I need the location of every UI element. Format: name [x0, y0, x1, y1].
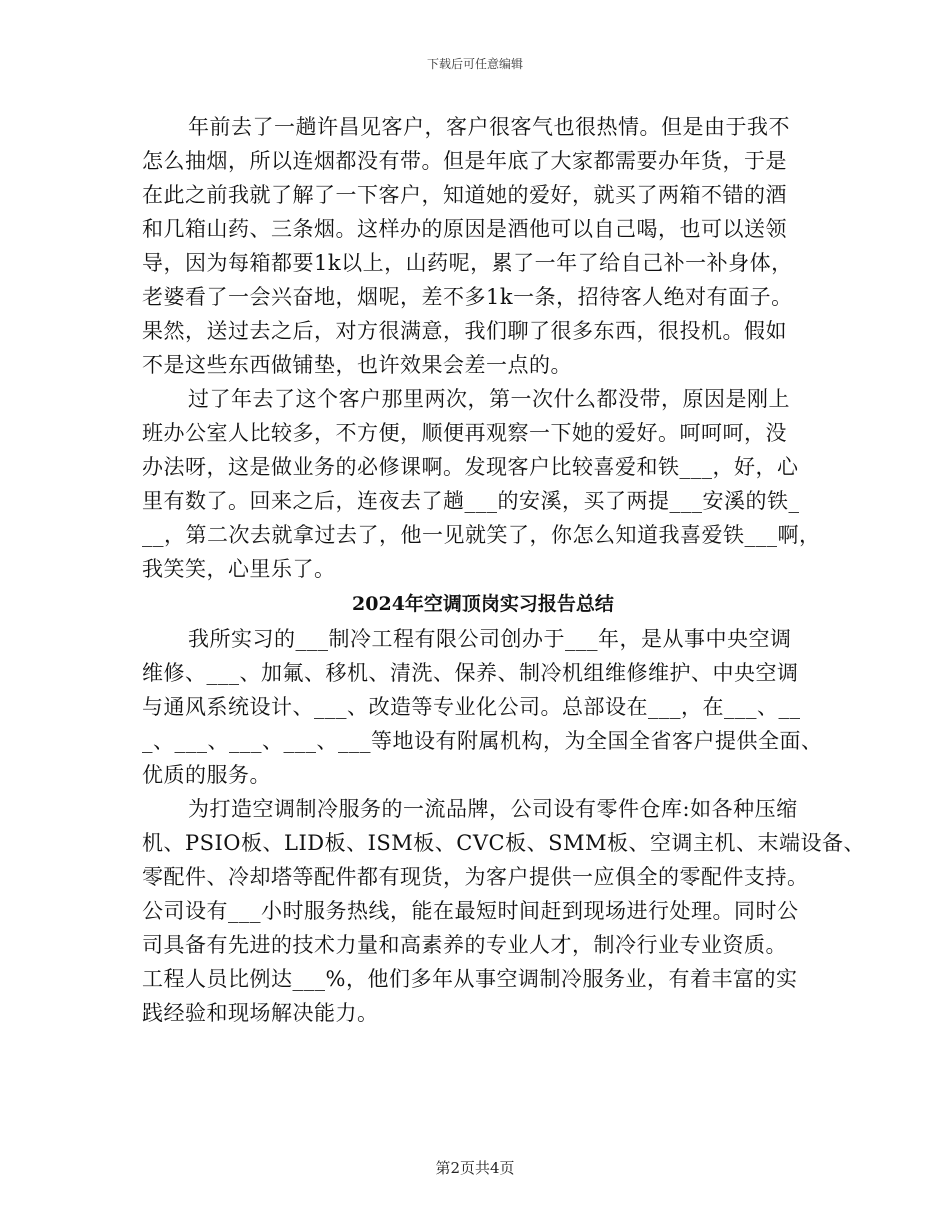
page-footer: 第2页共4页	[435, 1159, 515, 1177]
text-line: 维修、___、加氟、移机、清洗、保养、制冷机组维修维护、中央空调	[142, 661, 799, 685]
text-line: 践经验和现场解决能力。	[142, 1001, 379, 1025]
text-line: __，第二次去就拿过去了，他一见就笑了，你怎么知道我喜爱铁___啊，	[142, 523, 821, 547]
text-line: 里有数了。回来之后，连夜去了趟___的安溪，买了两提___安溪的铁_	[142, 489, 800, 513]
section-title: 2024年空调顶岗实习报告总结	[352, 593, 614, 615]
text-line: 过了年去了这个客户那里两次，第一次什么都没带，原因是刚上	[188, 387, 790, 411]
text-line: 为打造空调制冷服务的一流品牌，公司设有零件仓库:如各种压缩	[188, 797, 798, 821]
text-line: 怎么抽烟，所以连烟都没有带。但是年底了大家都需要办年货，于是	[142, 149, 787, 173]
paragraph	[142, 110, 824, 382]
text-line: 老婆看了一会兴奋地，烟呢，差不多1k一条，招待客人绝对有面子。	[142, 285, 793, 309]
text-line: 我笑笑，心里乐了。	[142, 557, 336, 581]
text-line: 机、PSIO板、LID板、ISM板、CVC板、SMM板、空调主机、末端设备、	[142, 831, 865, 855]
paragraph	[142, 792, 865, 1030]
paragraph	[142, 622, 824, 792]
page-header: 下载后可任意编辑	[426, 57, 523, 71]
text-line: 公司设有___小时服务热线，能在最短时间赶到现场进行处理。同时公	[142, 899, 799, 923]
text-line: 在此之前我就了解了一下客户，知道她的爱好，就买了两箱不错的酒	[142, 183, 787, 207]
text-line: 工程人员比例达___%，他们多年从事空调制冷服务业，有着丰富的实	[142, 967, 798, 991]
text-line: 零配件、冷却塔等配件都有现货，为客户提供一应俱全的零配件支持。	[142, 865, 809, 889]
text-line: 班办公室人比较多，不方便，顺便再观察一下她的爱好。呵呵呵，没	[142, 421, 787, 445]
text-line: _、___、___、___、___等地设有附属机构，为全国全省客户提供全面、	[142, 729, 823, 753]
text-line: 办法呀，这是做业务的必修课啊。发现客户比较喜爱和铁___，好，心	[142, 455, 799, 479]
text-line: 年前去了一趟许昌见客户，客户很客气也很热情。但是由于我不	[188, 115, 790, 139]
text-line: 我所实习的___制冷工程有限公司创办于___年，是从事中央空调	[188, 627, 792, 651]
text-line: 与通风系统设计、___、改造等专业化公司。总部设在___，在___、__	[142, 695, 801, 719]
paragraph	[142, 382, 824, 586]
text-line: 优质的服务。	[142, 763, 271, 787]
text-line: 果然，送过去之后，对方很满意，我们聊了很多东西，很投机。假如	[142, 319, 787, 343]
text-line: 导，因为每箱都要1k以上，山药呢，累了一年了给自己补一补身体，	[142, 251, 793, 275]
document-body	[142, 110, 865, 1030]
text-line: 司具备有先进的技术力量和高素养的专业人才，制冷行业专业资质。	[142, 933, 787, 957]
text-line: 不是这些东西做铺垫，也许效果会差一点的。	[142, 353, 572, 377]
text-line: 和几箱山药、三条烟。这样办的原因是酒他可以自己喝，也可以送领	[142, 217, 787, 241]
